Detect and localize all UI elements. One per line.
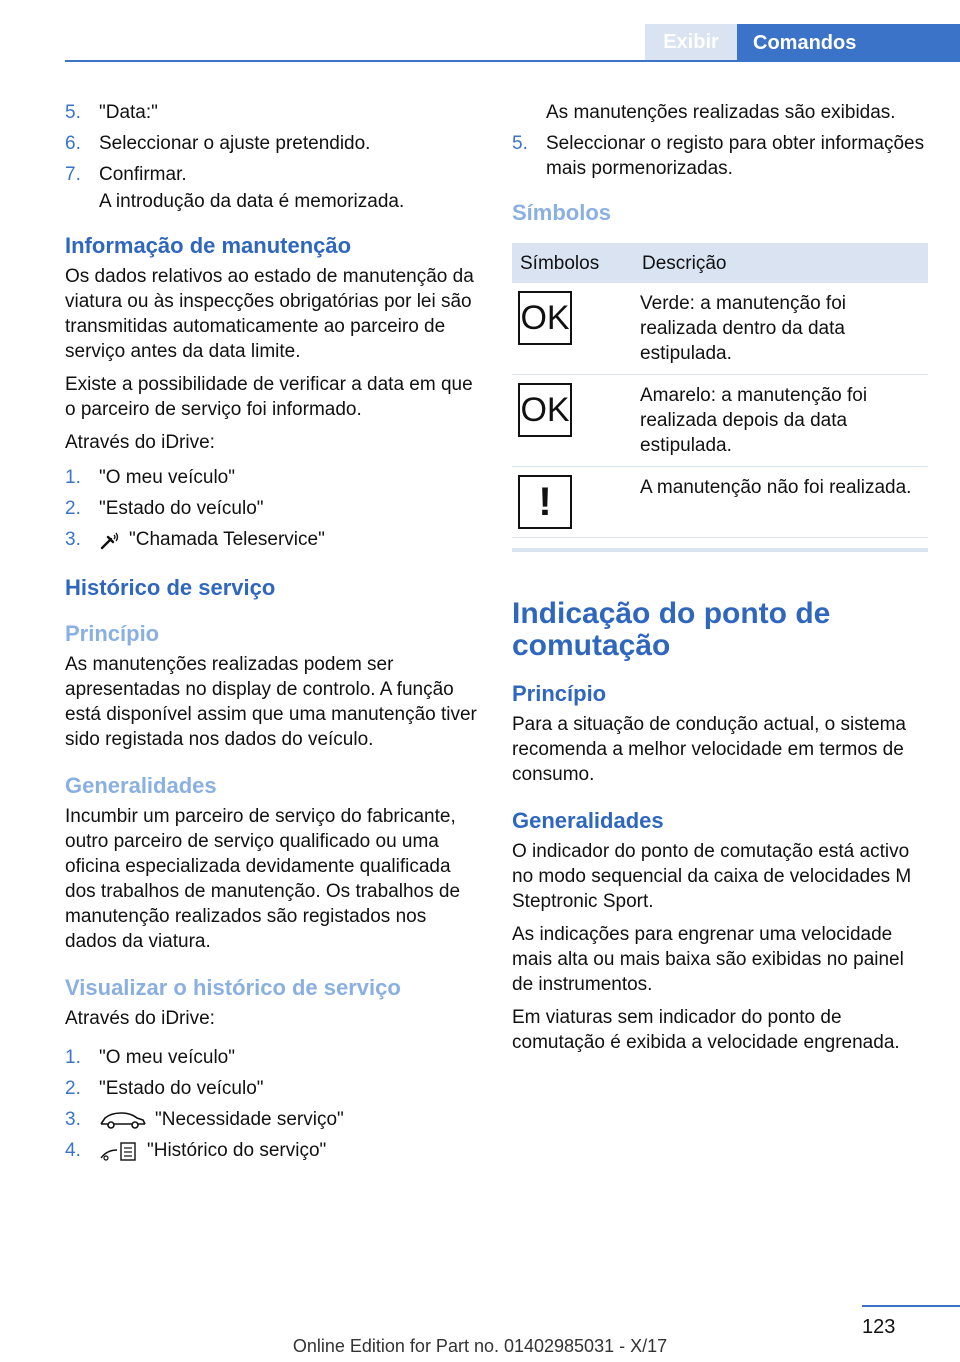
list-item (65, 100, 480, 125)
step-text: Confirmar. (99, 164, 187, 185)
table-header-symbols: Símbolos (512, 243, 634, 283)
car-service-icon (99, 1110, 147, 1130)
step-text: "Necessidade serviço" (155, 1109, 344, 1130)
heading-service-history: Histórico de serviço (65, 575, 276, 600)
table-header-description: Descrição (634, 243, 928, 283)
list-item (65, 465, 480, 490)
table-row (512, 467, 928, 538)
step-text: "Histórico do serviço" (147, 1140, 327, 1161)
service-history-icon (99, 1140, 139, 1162)
step-text: "O meu veículo" (99, 1047, 235, 1068)
heading-symbols: Símbolos (512, 200, 612, 225)
paragraph: O indicador do ponto de comutação está activo no modo sequencial da caixa de velocidades M Steptronic Sport. (512, 841, 912, 912)
step-number: 3. (65, 1109, 81, 1130)
step-text: Seleccionar o ajuste pretendido. (99, 133, 371, 154)
edition-footer: Online Edition for Part no. 01402985031 - X/17 (292, 1336, 668, 1356)
list-item (65, 1138, 480, 1163)
symbols-table (512, 243, 928, 538)
paragraph: As indicações para engrenar uma velocidade mais alta ou mais baixa são exibidas no painel de instrumentos. (512, 924, 904, 995)
paragraph: Para a situação de condução actual, o sistema recomenda a melhor velocidade em termos de consumo. (512, 714, 906, 785)
list-item (65, 1076, 480, 1101)
step-text: Seleccionar o registo para obter informações mais pormenorizadas. (546, 133, 925, 179)
heading-principle: Princípio (65, 621, 160, 646)
step-text: "Data:" (99, 102, 158, 123)
step-note: As manutenções realizadas são exibidas. (546, 102, 896, 123)
teleservice-icon (99, 529, 121, 551)
list-item (65, 162, 480, 187)
paragraph: Existe a possibilidade de verificar a data em que o parceiro de serviço foi informado. (65, 374, 473, 420)
heading-maintenance-info: Informação de manutenção (65, 233, 352, 258)
tab-exibir[interactable]: Exibir (645, 24, 737, 60)
step-number: 2. (65, 498, 81, 519)
step-text: "Estado do veículo" (99, 1078, 264, 1099)
table-cell: A manutenção não foi realizada. (634, 467, 928, 538)
paragraph: Em viaturas sem indicador do ponto de comutação é exibida a velocidade engrenada. (512, 1007, 900, 1053)
table-cell: Amarelo: a manutenção foi realizada depois da data estipulada. (634, 375, 928, 467)
step-number: 5. (512, 133, 528, 154)
table-row (512, 283, 928, 375)
list-item (512, 131, 927, 181)
step-number: 2. (65, 1078, 81, 1099)
list-item (65, 527, 480, 552)
heading-principle: Princípio (512, 681, 607, 706)
table-divider (512, 548, 928, 552)
ok-yellow-icon: OK (518, 383, 572, 437)
page-number: 123 (862, 1316, 896, 1338)
heading-general: Generalidades (65, 773, 217, 798)
step-number: 4. (65, 1140, 81, 1161)
list-item (65, 131, 480, 156)
header-rule (65, 60, 960, 62)
step-number: 7. (65, 164, 81, 185)
step-number: 6. (65, 133, 81, 154)
list-item (65, 1107, 480, 1132)
right-column (512, 100, 927, 1063)
step-number: 3. (65, 529, 81, 550)
exclamation-icon: ! (518, 475, 572, 529)
left-column (65, 100, 480, 1169)
step-number: 1. (65, 467, 81, 488)
page-number-rule (862, 1305, 960, 1307)
step-text: "Estado do veículo" (99, 498, 264, 519)
step-text: "Chamada Teleservice" (129, 529, 325, 550)
list-item (65, 1045, 480, 1070)
ok-green-icon: OK (518, 291, 572, 345)
tab-comandos[interactable]: Comandos (737, 24, 960, 62)
step-text: "O meu veículo" (99, 467, 235, 488)
list-item (65, 496, 480, 521)
table-cell: Verde: a manutenção foi realizada dentro da data estipulada. (634, 283, 928, 375)
paragraph: Incumbir um parceiro de serviço do fabricante, outro parceiro de serviço qualificado ou uma oficina especializada devidamente qualificada dos trabalhos de manutenção. Os trabalhos de manutenção realizados são registados nos dados da viatura. (65, 806, 461, 952)
heading-general: Generalidades (512, 808, 664, 833)
paragraph: Os dados relativos ao estado de manutenção da viatura ou às inspecções obrigatórias por lei são transmitidas automaticamente ao parceiro de serviço antes da data limite. (65, 266, 474, 362)
step-note: A introdução da data é memorizada. (99, 191, 405, 212)
step-number: 1. (65, 1047, 81, 1068)
paragraph: Através do iDrive: (65, 432, 215, 453)
table-row (512, 375, 928, 467)
step-number: 5. (65, 102, 81, 123)
heading-shift-point: Indicação do ponto de comutação (512, 597, 831, 662)
paragraph: As manutenções realizadas podem ser apresentadas no display de controlo. A função está disponível assim que uma manutenção tiver sido registada nos dados do veículo. (65, 654, 477, 750)
heading-view-history: Visualizar o histórico de serviço (65, 975, 401, 1000)
paragraph: Através do iDrive: (65, 1008, 215, 1029)
